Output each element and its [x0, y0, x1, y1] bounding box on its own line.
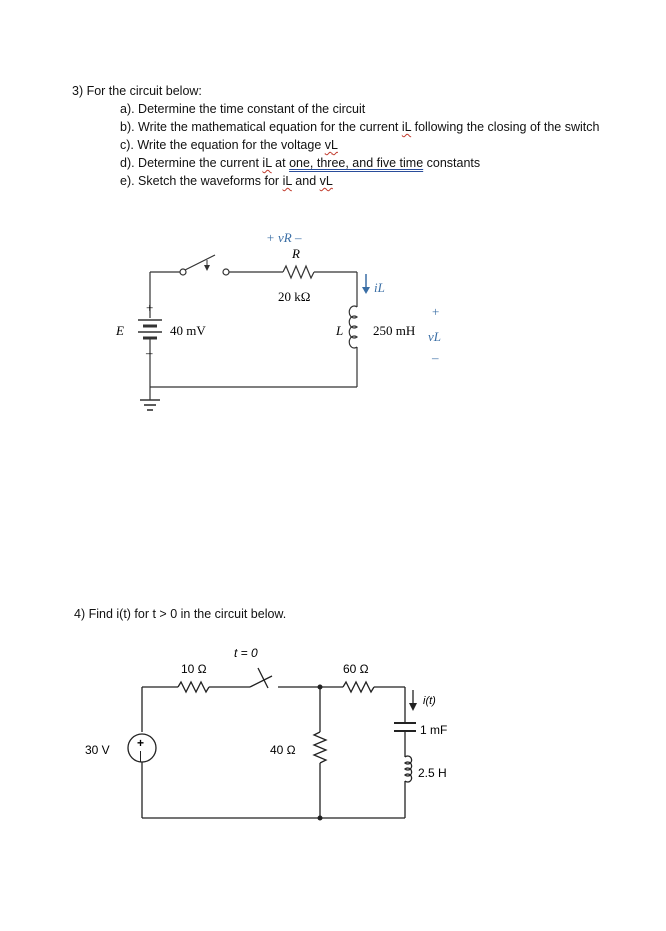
- cap-label: 1 mF: [420, 723, 448, 737]
- q3-item-e: e). Sketch the waveforms for iL and vL: [120, 174, 333, 188]
- r-value: 20 kΩ: [278, 289, 311, 304]
- vl-plus: +: [432, 304, 440, 319]
- q3-item-b: b). Write the mathematical equation for the current iL following the closing of the switch: [120, 120, 600, 134]
- l-label: L: [336, 323, 344, 338]
- source-label: 30 V: [85, 743, 110, 757]
- r3-label: 60 Ω: [343, 662, 369, 676]
- source-plus: +: [137, 736, 145, 750]
- vl-minus: –: [432, 350, 439, 365]
- e-plus: +: [146, 300, 154, 315]
- e-minus: –: [146, 345, 153, 360]
- r1-label: 10 Ω: [181, 662, 207, 676]
- ind-label: 2.5 H: [418, 766, 447, 780]
- source-minus: |: [139, 750, 142, 762]
- vl-label: vL: [428, 329, 441, 344]
- switch-arrow-icon: [204, 260, 210, 271]
- q3-item-d: d). Determine the current iL at one, three, and five time constants: [120, 156, 481, 170]
- il-label: iL: [374, 280, 385, 295]
- current-arrow-icon: [362, 274, 370, 294]
- l-value: 250 mH: [373, 323, 416, 338]
- current-label: i(t): [423, 695, 436, 707]
- r-label: R: [292, 246, 300, 261]
- q3-title: 3) For the circuit below:: [72, 84, 202, 98]
- q3-item-c: c). Write the equation for the voltage vL: [120, 138, 338, 152]
- switch-label: t = 0: [234, 646, 258, 660]
- e-value: 40 mV: [170, 323, 206, 338]
- q4-title: 4) Find i(t) for t > 0 in the circuit below.: [74, 607, 287, 621]
- q3-item-a: a). Determine the time constant of the circuit: [120, 102, 366, 116]
- r2-label: 40 Ω: [270, 743, 296, 757]
- e-label: E: [116, 323, 124, 338]
- vr-label: + vR –: [266, 230, 302, 245]
